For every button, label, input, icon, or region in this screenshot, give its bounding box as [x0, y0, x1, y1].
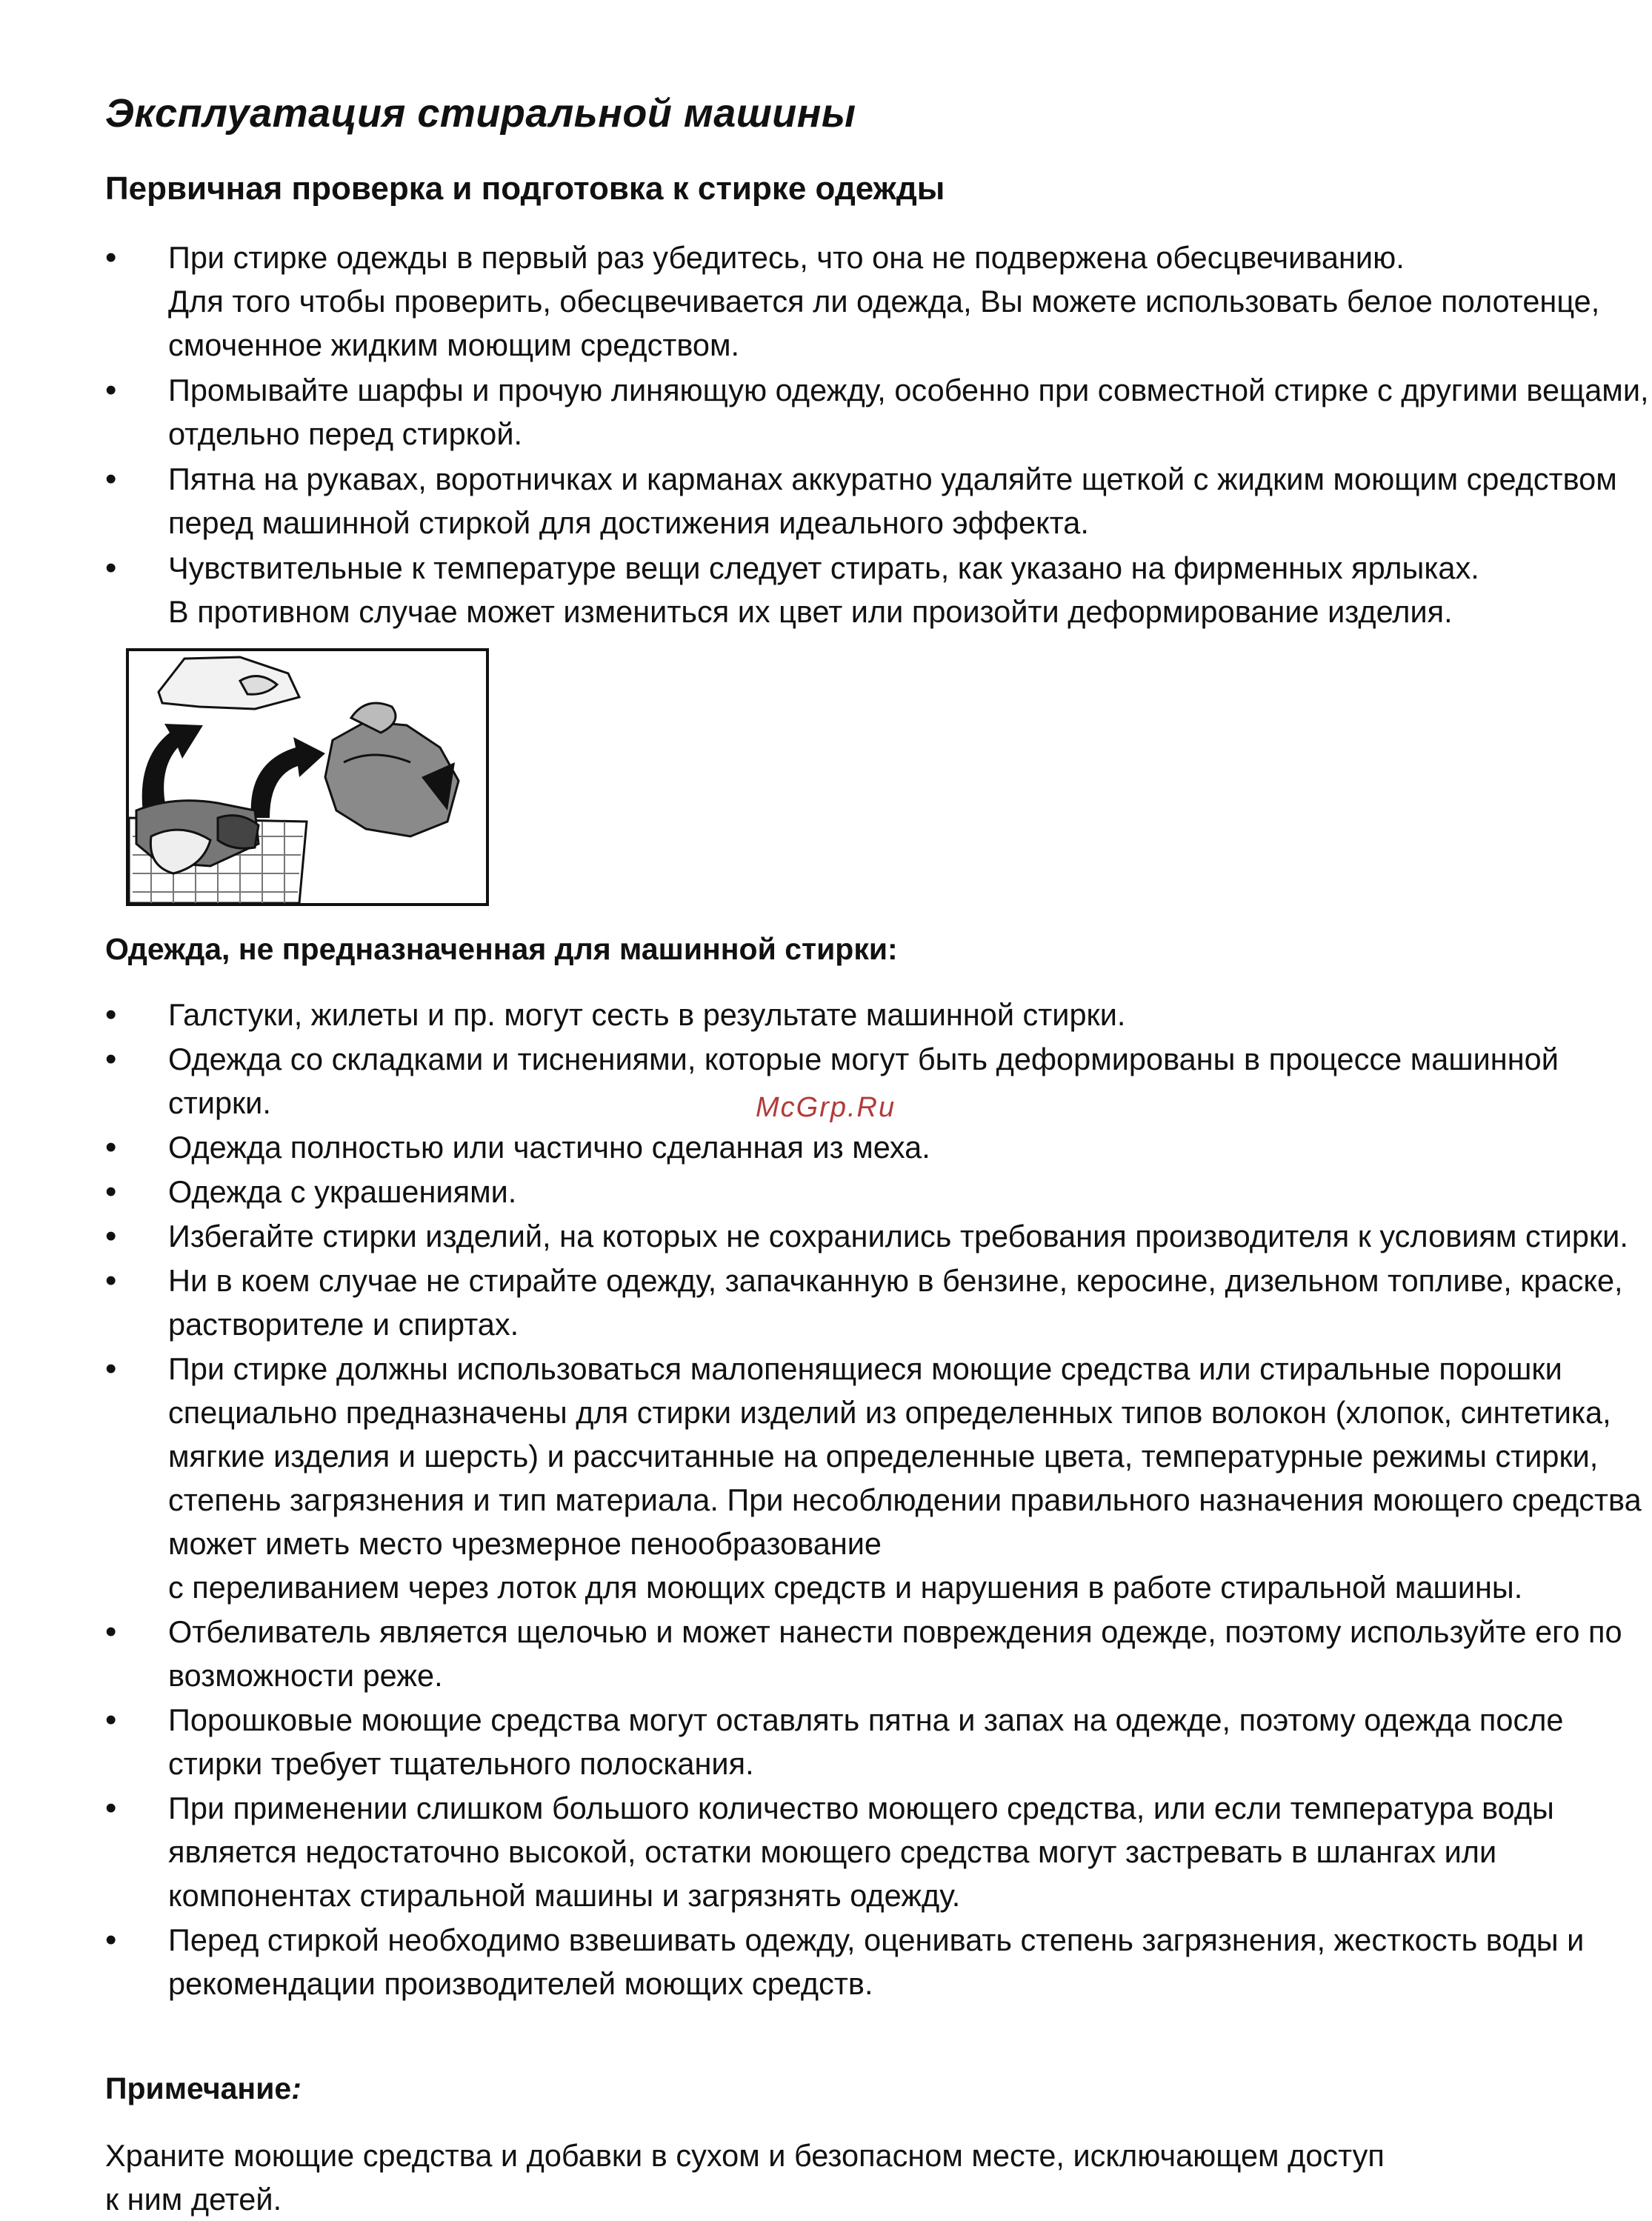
list-item [105, 1214, 1650, 1258]
bullet-icon: • [105, 1351, 117, 1387]
list-item-text: Одежда с украшениями. [168, 1174, 517, 1209]
note-label [105, 2071, 302, 2106]
section-heading: Первичная проверка и подготовка к стирке одежды [105, 170, 945, 207]
list-item [105, 993, 1650, 1036]
list-item-text: Одежда со складками и тиснениями, которые могут быть деформированы в процессе машинной стирки. [168, 1042, 1559, 1120]
note-text: Храните моющие средства и добавки в сухом и безопасном месте, исключающем доступ к ним детей. [105, 2138, 1385, 2217]
list-item [105, 1610, 1650, 1697]
bullet-icon: • [105, 1173, 117, 1210]
bullet-icon: • [105, 1262, 117, 1299]
bullet-icon: • [105, 1129, 117, 1165]
list-item-text: Избегайте стирки изделий, на которых не сохранились требования производителя к условиям стирки. [168, 1219, 1628, 1253]
list-item-text: При применении слишком большого количество моющего средства, или если температура воды является недостаточно высокой, остатки моющего средства могут застревать в шлангах или компонентах стиральной машины и загрязнять одежду. [168, 1791, 1554, 1913]
list-item [105, 1259, 1650, 1346]
list-item [105, 1918, 1650, 2005]
list-item-text: Порошковые моющие средства могут оставлять пятна и запах на одежде, поэтому одежда после стирки требует тщательного полоскания. [168, 1702, 1564, 1781]
bullet-icon: • [105, 461, 117, 497]
list-item [105, 368, 1650, 456]
bullet-icon: • [105, 1790, 117, 1826]
intro-bullet-list [105, 236, 1650, 635]
not-machine-washable-list [105, 993, 1650, 2006]
bullet-icon: • [105, 1702, 117, 1738]
bullet-icon: • [105, 996, 117, 1033]
note-label-text: Примечание [105, 2071, 292, 2105]
list-item [105, 1698, 1650, 1785]
bullet-icon: • [105, 1041, 117, 1077]
list-item-text: Чувствительные к температуре вещи следует стирать, как указано на фирменных ярлыках. В противном случае может измениться их цвет или произойти деформирование изделия. [168, 550, 1479, 629]
bullet-icon: • [105, 1218, 117, 1254]
list-item [105, 1125, 1650, 1169]
list-item-text: Отбеливатель является щелочью и может нанести повреждения одежде, поэтому используйте его по возможности реже. [168, 1614, 1622, 1693]
list-item [105, 1786, 1650, 1917]
list-item [105, 1170, 1650, 1213]
page-title: Эксплуатация стиральной машины [105, 91, 856, 136]
list-item [105, 457, 1650, 545]
list-item-text: Ни в коем случае не стирайте одежду, запачканную в бензине, керосине, дизельном топливе, краске, растворителе и спиртах. [168, 1263, 1623, 1342]
not-machine-washable-heading: Одежда, не предназначенная для машинной стирки: [105, 932, 898, 966]
list-item [105, 1347, 1650, 1609]
list-item-text: При стирке должны использоваться малопенящиеся моющие средства или стиральные порошки специально предназначены для стирки изделий из определенных типов волокон (хлопок, синтетика, мягкие изделия и шерсть) и рассчитанные на определенные цвета, температурные режимы стирки, степень загрязнения и тип материала. При несоблюдении правильного назначения моющего средства может иметь место чрезмерное пенообразование с переливанием через лоток для моющих средств и нарушения в работе стиральной машины. [168, 1351, 1642, 1605]
bullet-icon: • [105, 1614, 117, 1650]
list-item-text: Одежда полностью или частично сделанная из меха. [168, 1130, 930, 1165]
bullet-icon: • [105, 550, 117, 586]
list-item [105, 236, 1650, 367]
watermark: McGrp.Ru [756, 1092, 896, 1123]
bullet-icon: • [105, 372, 117, 408]
laundry-sorting-illustration-icon [126, 648, 489, 906]
list-item [105, 546, 1650, 633]
list-item-text: Промывайте шарфы и прочую линяющую одежду, особенно при совместной стирке с другими вещами, отдельно перед стиркой. [168, 373, 1649, 451]
list-item-text: Перед стиркой необходимо взвешивать одежду, оценивать степень загрязнения, жесткость воды и рекомендации производителей моющих средств. [168, 1922, 1585, 2001]
list-item-text: При стирке одежды в первый раз убедитесь, что она не подвержена обесцвечиванию. Для того чтобы проверить, обесцвечивается ли одежда, Вы можете использовать белое полотенце, смоченное жидким моющим средством. [168, 240, 1600, 362]
note-label-colon: : [291, 2071, 302, 2105]
list-item-text: Галстуки, жилеты и пр. могут сесть в результате машинной стирки. [168, 997, 1126, 1032]
bullet-icon: • [105, 1922, 117, 1958]
list-item-text: Пятна на рукавах, воротничках и карманах аккуратно удаляйте щеткой с жидким моющим средством перед машинной стиркой для достижения идеального эффекта. [168, 462, 1617, 540]
bullet-icon: • [105, 239, 117, 276]
